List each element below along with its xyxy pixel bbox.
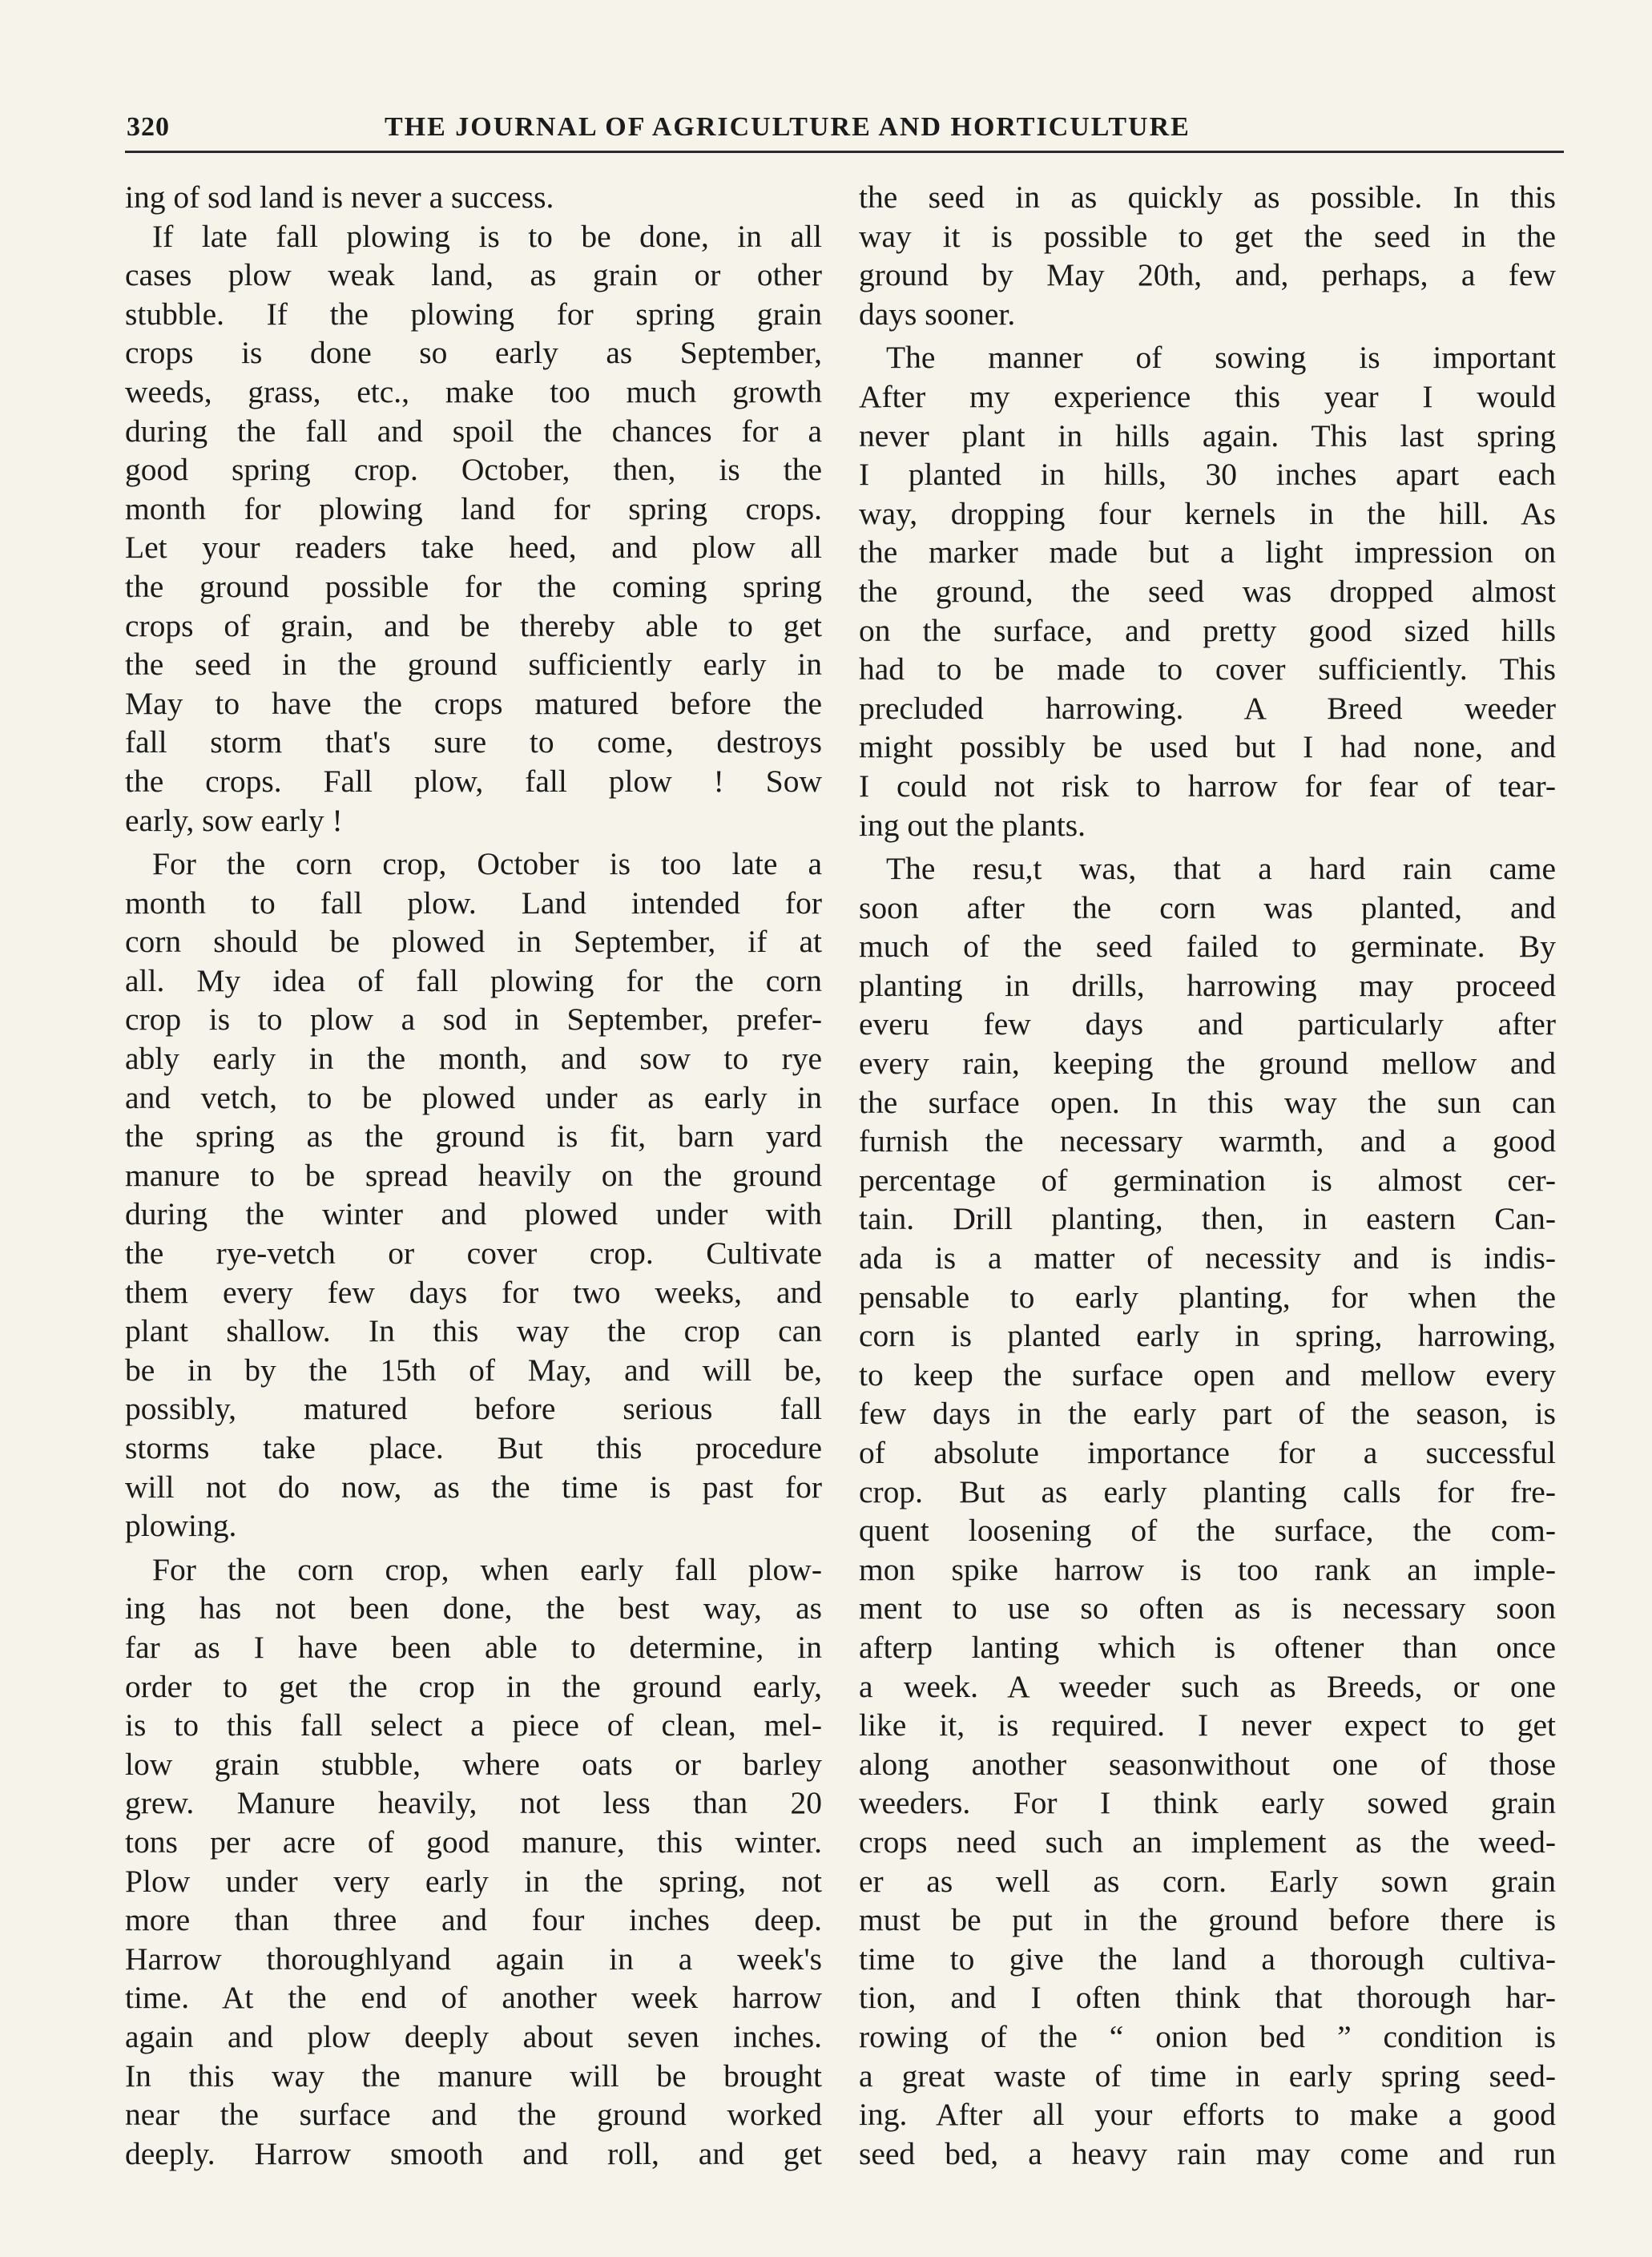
text-line: crop. But as early planting calls for fre- [859, 1473, 1556, 1509]
text-line: possibly, matured before serious fall [125, 1391, 822, 1427]
text-line: during the winter and plowed under with [125, 1196, 822, 1232]
text-line: will not do now, as the time is past for [125, 1469, 822, 1505]
text-line: corn should be plowed in September, if at [125, 924, 822, 960]
text-line: In this way the manure will be brought [125, 2057, 822, 2094]
text-line: a week. A weeder such as Breeds, or one [859, 1668, 1556, 1704]
right-column [859, 178, 1556, 2173]
text-line: fall storm that's sure to come, destroys [125, 724, 822, 760]
text-line: again and plow deeply about seven inches. [125, 2018, 822, 2054]
page-number: 320 [127, 112, 170, 142]
text-line: ada is a matter of necessity and is indis- [859, 1240, 1556, 1276]
text-line: on the surface, and pretty good sized hills [859, 612, 1556, 648]
text-line: tion, and I often think that thorough har- [859, 1980, 1556, 2016]
text-line: way, dropping four kernels in the hill. As [859, 495, 1556, 531]
text-line: precluded harrowing. A Breed weeder [859, 690, 1556, 726]
text-line: the seed in as quickly as possible. In this [859, 179, 1556, 215]
text-line: the marker made but a light impression on [859, 534, 1556, 570]
text-line: more than three and four inches deep. [125, 1902, 822, 1938]
text-line: ment to use so often as is necessary soon [859, 1590, 1556, 1626]
text-line: crops is done so early as September, [125, 335, 822, 371]
text-line: For the corn crop, when early fall plow- [152, 1551, 822, 1587]
text-line: the rye-vetch or cover crop. Cultivate [125, 1235, 822, 1272]
text-line: be in by the 15th of May, and will be, [125, 1352, 822, 1388]
text-line: rowing of the “ onion bed ” condition is [859, 2018, 1556, 2054]
text-line: good spring crop. October, then, is the [125, 452, 822, 488]
text-line: few days in the early part of the season, is [859, 1396, 1556, 1432]
text-line: er as well as corn. Early sown grain [859, 1863, 1556, 1899]
text-line: tain. Drill planting, then, in eastern Can- [859, 1201, 1556, 1237]
text-line: pensable to early planting, for when the [859, 1279, 1556, 1315]
text-line: the surface open. In this way the sun can [859, 1084, 1556, 1120]
text-line: plowing. [125, 1508, 237, 1544]
text-line: If late fall plowing is to be done, in all [152, 218, 822, 254]
text-line: Harrow thoroughlyand again in a week's [125, 1941, 822, 1977]
running-title: THE JOURNAL OF AGRICULTURE AND HORTICULTURE [385, 112, 1191, 142]
text-line: all. My idea of fall plowing for the corn [125, 962, 822, 998]
text-line: grew. Manure heavily, not less than 20 [125, 1785, 822, 1821]
text-line: May to have the crops matured before the [125, 685, 822, 721]
text-line: I could not risk to harrow for fear of tear- [859, 768, 1556, 804]
text-line: like it, is required. I never expect to get [859, 1707, 1556, 1743]
text-line: planting in drills, harrowing may proceed [859, 967, 1556, 1003]
text-line: weeds, grass, etc., make too much growth [125, 373, 822, 409]
text-line: manure to be spread heavily on the ground [125, 1157, 822, 1193]
text-line: ing. After all your efforts to make a good [859, 2097, 1556, 2133]
text-line: seed bed, a heavy rain may come and run [859, 2135, 1556, 2171]
text-line: cases plow weak land, as grain or other [125, 257, 822, 293]
text-line: must be put in the ground before there is [859, 1902, 1556, 1938]
text-line: The resu,t was, that a hard rain came [886, 851, 1556, 887]
text-line: might possibly be used but I had none, and [859, 729, 1556, 765]
text-line: the spring as the ground is fit, barn yard [125, 1118, 822, 1155]
text-line: every rain, keeping the ground mellow and [859, 1046, 1556, 1082]
text-line: ably early in the month, and sow to rye [125, 1041, 822, 1077]
text-line: time. At the end of another week harrow [125, 1980, 822, 2016]
text-line: mon spike harrow is too rank an imple- [859, 1551, 1556, 1587]
text-line: ing out the plants. [859, 807, 1086, 843]
text-line: order to get the crop in the ground early, [125, 1668, 822, 1704]
text-line: had to be made to cover sufficiently. This [859, 651, 1556, 687]
text-line: Let your readers take heed, and plow all [125, 530, 822, 566]
text-line: corn is planted early in spring, harrowing, [859, 1318, 1556, 1354]
text-line: quent loosening of the surface, the com- [859, 1513, 1556, 1549]
text-line: during the fall and spoil the chances for a [125, 413, 822, 449]
text-line: of absolute importance for a successful [859, 1435, 1556, 1470]
text-line: furnish the necessary warmth, and a good [859, 1123, 1556, 1159]
text-line: afterp lanting which is oftener than once [859, 1629, 1556, 1665]
text-line: month for plowing land for spring crops. [125, 490, 822, 526]
text-line: For the corn crop, October is too late a [152, 846, 822, 882]
text-line: far as I have been able to determine, in [125, 1629, 822, 1665]
text-line: near the surface and the ground worked [125, 2097, 822, 2133]
text-line: percentage of germination is almost cer- [859, 1162, 1556, 1198]
text-line: month to fall plow. Land intended for [125, 885, 822, 921]
text-line: Plow under very early in the spring, not [125, 1863, 822, 1899]
text-line: weeders. For I think early sowed grain [859, 1785, 1556, 1821]
text-line: ing has not been done, the best way, as [125, 1590, 822, 1626]
text-line: stubble. If the plowing for spring grain [125, 296, 822, 332]
text-line: crops need such an implement as the weed- [859, 1824, 1556, 1860]
header-rule [125, 151, 1564, 153]
text-line: along another seasonwithout one of those [859, 1746, 1556, 1782]
text-line: I planted in hills, 30 inches apart each [859, 457, 1556, 493]
text-line: the crops. Fall plow, fall plow ! Sow [125, 763, 822, 799]
text-line: low grain stubble, where oats or barley [125, 1746, 822, 1782]
text-line: everu few days and particularly after [859, 1006, 1556, 1042]
text-line: After my experience this year I would [859, 378, 1556, 414]
text-line: tons per acre of good manure, this winter. [125, 1824, 822, 1860]
text-line: storms take place. But this procedure [125, 1430, 822, 1465]
text-line: a great waste of time in early spring seed- [859, 2057, 1556, 2094]
text-line: way it is possible to get the seed in the [859, 218, 1556, 254]
text-line: crops of grain, and be thereby able to get [125, 607, 822, 643]
text-line: The manner of sowing is important [886, 340, 1556, 376]
text-line: is to this fall select a piece of clean, mel- [125, 1707, 822, 1743]
text-line: and vetch, to be plowed under as early in [125, 1079, 822, 1115]
text-line: days sooner. [859, 296, 1016, 332]
text-line: never plant in hills again. This last spring [859, 417, 1556, 453]
text-line: soon after the corn was planted, and [859, 889, 1556, 925]
text-line: to keep the surface open and mellow every [859, 1356, 1556, 1392]
text-line: them every few days for two weeks, and [125, 1274, 822, 1310]
text-line: deeply. Harrow smooth and roll, and get [125, 2135, 822, 2171]
text-line: early, sow early ! [125, 802, 343, 838]
text-line: ing of sod land is never a success. [125, 179, 554, 215]
text-line: much of the seed failed to germinate. By [859, 929, 1556, 965]
text-line: plant shallow. In this way the crop can [125, 1313, 822, 1349]
text-line: the ground possible for the coming spring [125, 568, 822, 604]
text-line: time to give the land a thorough cultiva- [859, 1941, 1556, 1977]
left-column [125, 178, 822, 2173]
text-line: ground by May 20th, and, perhaps, a few [859, 257, 1556, 293]
text-line: the ground, the seed was dropped almost [859, 573, 1556, 609]
text-line: crop is to plow a sod in September, prefer- [125, 1002, 822, 1038]
text-line: the seed in the ground sufficiently early in [125, 647, 822, 683]
